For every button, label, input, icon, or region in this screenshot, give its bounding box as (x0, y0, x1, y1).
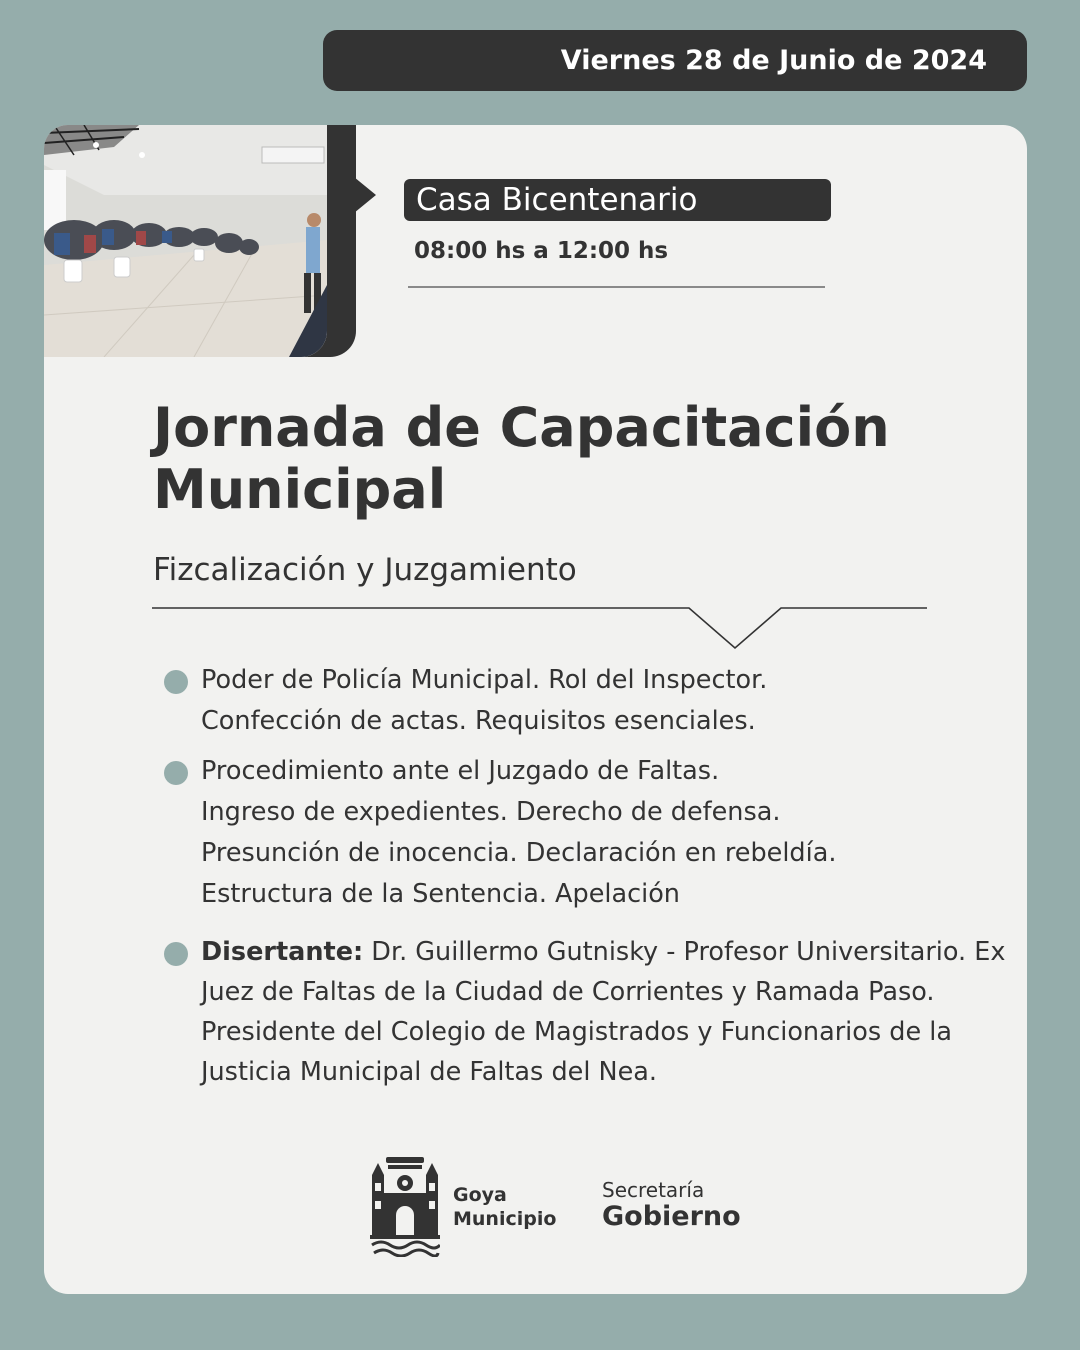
topic-line: Poder de Policía Municipal. Rol del Inspector. (201, 665, 768, 695)
footer-logos (370, 1153, 790, 1257)
venue-label (404, 179, 831, 221)
topic-line: Ingreso de expedientes. Derecho de defensa. (201, 797, 781, 827)
event-subtitle: Fizcalización y Juzgamiento (153, 552, 577, 588)
goya-municipio-label (453, 1183, 556, 1231)
bullet-dot-icon (164, 942, 188, 966)
event-title (153, 397, 993, 521)
photo-pointer (354, 177, 376, 213)
speaker-line-4: Justicia Municipal de Faltas del Nea. (201, 1057, 657, 1087)
dept-small: Secretaría (602, 1178, 705, 1202)
logo-line-2: Municipio (453, 1208, 557, 1230)
time-divider (408, 286, 825, 288)
bullet-dot-icon (164, 670, 188, 694)
dept-big: Gobierno (602, 1201, 741, 1232)
speaker-line-1 (201, 932, 1027, 972)
speaker-text: Dr. Guillermo Gutnisky - Profesor Universitario. Ex (363, 937, 1006, 967)
speaker-line-2: Juez de Faltas de la Ciudad de Corrientes y Ramada Paso. (201, 977, 935, 1007)
topic-line: Procedimiento ante el Juzgado de Faltas. (201, 756, 720, 786)
title-line-2: Municipal (153, 458, 447, 521)
list-item (164, 660, 767, 742)
speaker-item (164, 932, 1027, 1092)
chevron-divider (152, 605, 928, 651)
speaker-line-3: Presidente del Colegio de Magistrados y Funcionarios de la (201, 1017, 952, 1047)
goya-crest-icon (370, 1153, 440, 1257)
speaker-label: Disertante: (201, 937, 364, 967)
bullet-dot-icon (164, 761, 188, 785)
logo-line-1: Goya (453, 1184, 507, 1206)
venue-name: Casa Bicentenario (416, 182, 698, 218)
topic-line: Presunción de inocencia. Declaración en rebeldía. (201, 838, 837, 868)
event-date: Viernes 28 de Junio de 2024 (560, 45, 987, 76)
event-card (44, 125, 1027, 1294)
audience-photo (44, 125, 327, 357)
event-time: 08:00 hs a 12:00 hs (414, 238, 669, 264)
secretaria-gobierno-label (602, 1178, 741, 1232)
topic-line: Confección de actas. Requisitos esenciales. (201, 706, 756, 736)
date-banner (323, 30, 1027, 91)
title-line-1: Jornada de Capacitación (153, 396, 890, 459)
list-item (164, 751, 836, 915)
topic-line: Estructura de la Sentencia. Apelación (201, 879, 680, 909)
